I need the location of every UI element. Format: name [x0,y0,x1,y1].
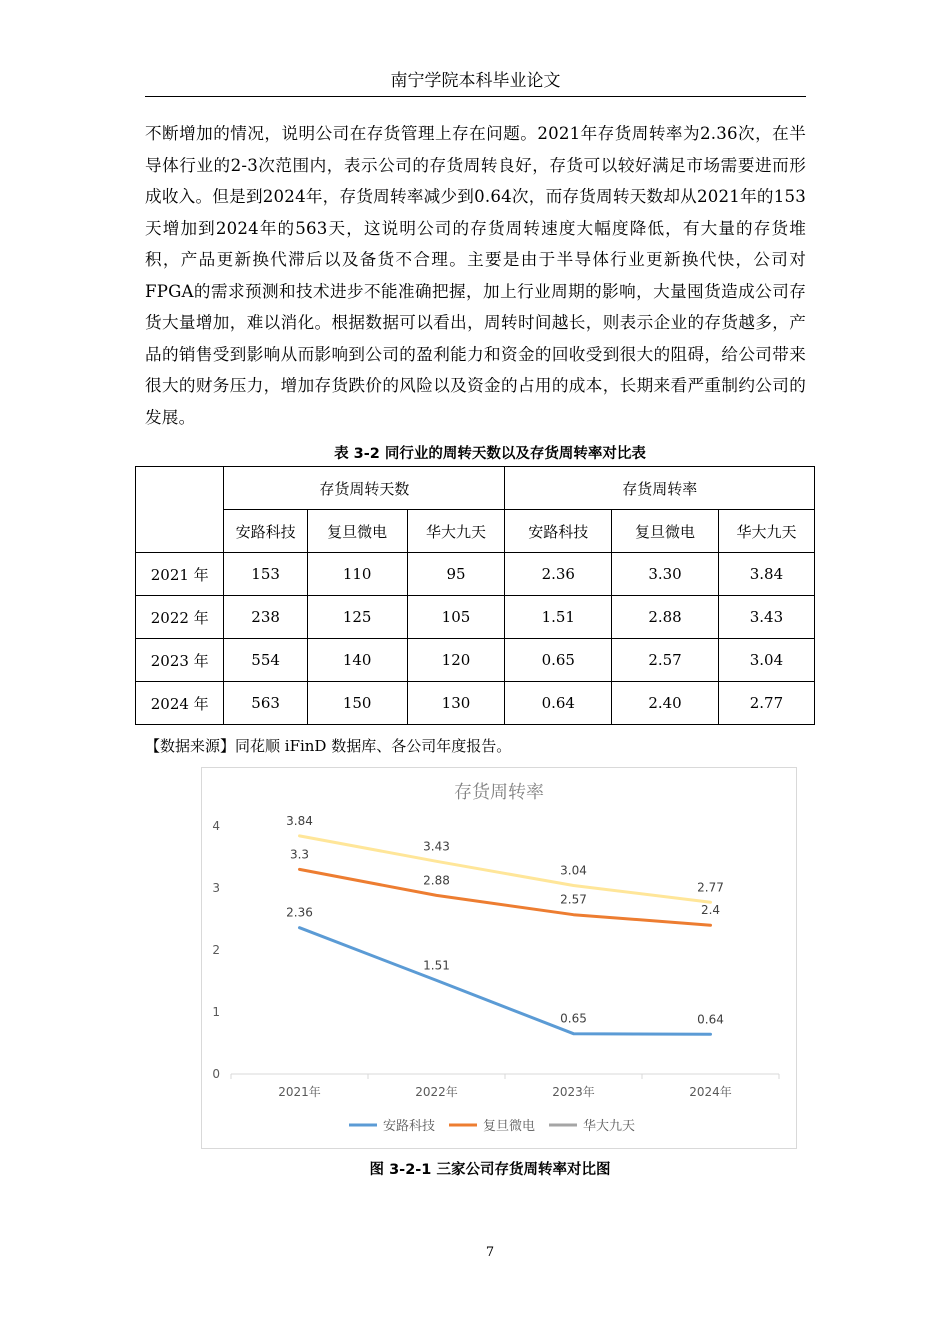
company-header: 华大九天 [718,510,814,553]
page-number: 7 [485,1245,495,1260]
table-row [136,596,815,639]
data-source-note: 【数据来源】同花顺 iFinD 数据库、各公司年度报告。 [145,737,512,755]
header-rule [145,96,806,97]
table-row [136,682,815,725]
y-tick-label: 2 [212,943,220,957]
data-label: 3.04 [560,863,587,878]
data-label: 3.3 [289,847,310,862]
table-cell: 563 [224,682,307,725]
table-cell: 2.77 [718,682,814,725]
comparison-table [135,466,815,725]
table-row [136,553,815,596]
legend-label: 华大九天 [583,1119,636,1134]
y-tick-label: 4 [212,819,220,833]
table-cell: 2.88 [612,596,719,639]
table-cell: 2.36 [505,553,612,596]
table-cell: 3.84 [718,553,814,596]
group-header-days: 存货周转天数 [224,467,505,510]
data-label: 0.65 [560,1011,587,1026]
legend-label: 复旦微电 [483,1119,536,1134]
table-cell: 0.65 [505,639,612,682]
group-header-rate: 存货周转率 [505,467,815,510]
table-cell: 238 [224,596,307,639]
turnover-chart [201,767,797,1149]
page-header: 南宁学院本科毕业论文 [390,71,561,91]
x-tick-label: 2024年 [689,1085,732,1099]
table-row [136,639,815,682]
legend-label: 安路科技 [383,1119,436,1134]
table-company-row [136,510,815,553]
data-label: 2.36 [286,905,313,920]
table-cell: 554 [224,639,307,682]
table-cell: 0.64 [505,682,612,725]
row-year: 2023 年 [136,639,224,682]
table-cell: 120 [407,639,505,682]
company-header: 安路科技 [505,510,612,553]
data-label: 2.57 [560,892,587,907]
data-label: 2.77 [697,880,724,895]
table-cell: 130 [407,682,505,725]
figure-caption: 图 3-2-1 三家公司存货周转率对比图 [369,1162,611,1178]
data-label: 1.51 [423,958,450,973]
table-cell: 140 [307,639,407,682]
chart-svg [202,768,796,1148]
row-year: 2021 年 [136,553,224,596]
x-tick-label: 2022年 [415,1085,458,1099]
table-cell: 125 [307,596,407,639]
row-year: 2024 年 [136,682,224,725]
series-line [300,836,711,902]
body-paragraph: 不断增加的情况，说明公司在存货管理上存在问题。2021年存货周转率为2.36次，在半导体行业的2-3次范围内，表示公司的存货周转良好，存货可以较好满足市场需要进而形成收入。但是到2024年，存货周转率减少到0.64次，而存货周转天数却从2021年的153天增加到2024年的563天，这说明公司的存货周转速度大幅度降低，有大量的存货堆积，产品更新换代滞后以及备货不合理。主要是由于半导体行业更新换代快，公司对FPGA的需求预测和技术进步不能准确把握，加上行业周期的影响，大量囤货造成公司存货大量增加，难以消化。根据数据可以看出，周转时间越长，则表示企业的存货越多，产品的销售受到影响从而影响到公司的盈利能力和资金的回收受到很大的阻碍，给公司带来很大的财务压力，增加存货跌价的风险以及资金的占用的成本，长期来看严重制约公司的发展。 [145,124,806,427]
data-label: 2.88 [423,873,450,888]
table-cell: 3.04 [718,639,814,682]
table-cell: 3.43 [718,596,814,639]
y-tick-label: 0 [212,1067,220,1081]
y-tick-label: 1 [212,1005,220,1019]
data-label: 3.84 [286,813,313,828]
table-cell: 95 [407,553,505,596]
table-cell: 110 [307,553,407,596]
company-header: 复旦微电 [307,510,407,553]
data-label: 2.4 [700,903,721,918]
x-tick-label: 2021年 [278,1085,321,1099]
table-cell: 1.51 [505,596,612,639]
table-caption: 表 3-2 同行业的周转天数以及存货周转率对比表 [334,446,646,462]
chart-title: 存货周转率 [454,782,544,803]
series-line [300,869,711,925]
table-cell: 150 [307,682,407,725]
chart-plot [212,814,779,1099]
data-label: 0.64 [697,1012,724,1027]
table-cell: 2.57 [612,639,719,682]
company-header: 安路科技 [224,510,307,553]
table-cell: 105 [407,596,505,639]
company-header: 华大九天 [407,510,505,553]
table-corner-cell [136,467,224,553]
data-label: 3.43 [423,839,450,854]
table-cell: 2.40 [612,682,719,725]
table-header-row [136,467,815,510]
series-line [300,928,711,1035]
company-header: 复旦微电 [612,510,719,553]
row-year: 2022 年 [136,596,224,639]
y-tick-label: 3 [212,881,220,895]
chart-legend [349,1118,635,1134]
x-tick-label: 2023年 [552,1085,595,1099]
table-cell: 3.30 [612,553,719,596]
table-cell: 153 [224,553,307,596]
